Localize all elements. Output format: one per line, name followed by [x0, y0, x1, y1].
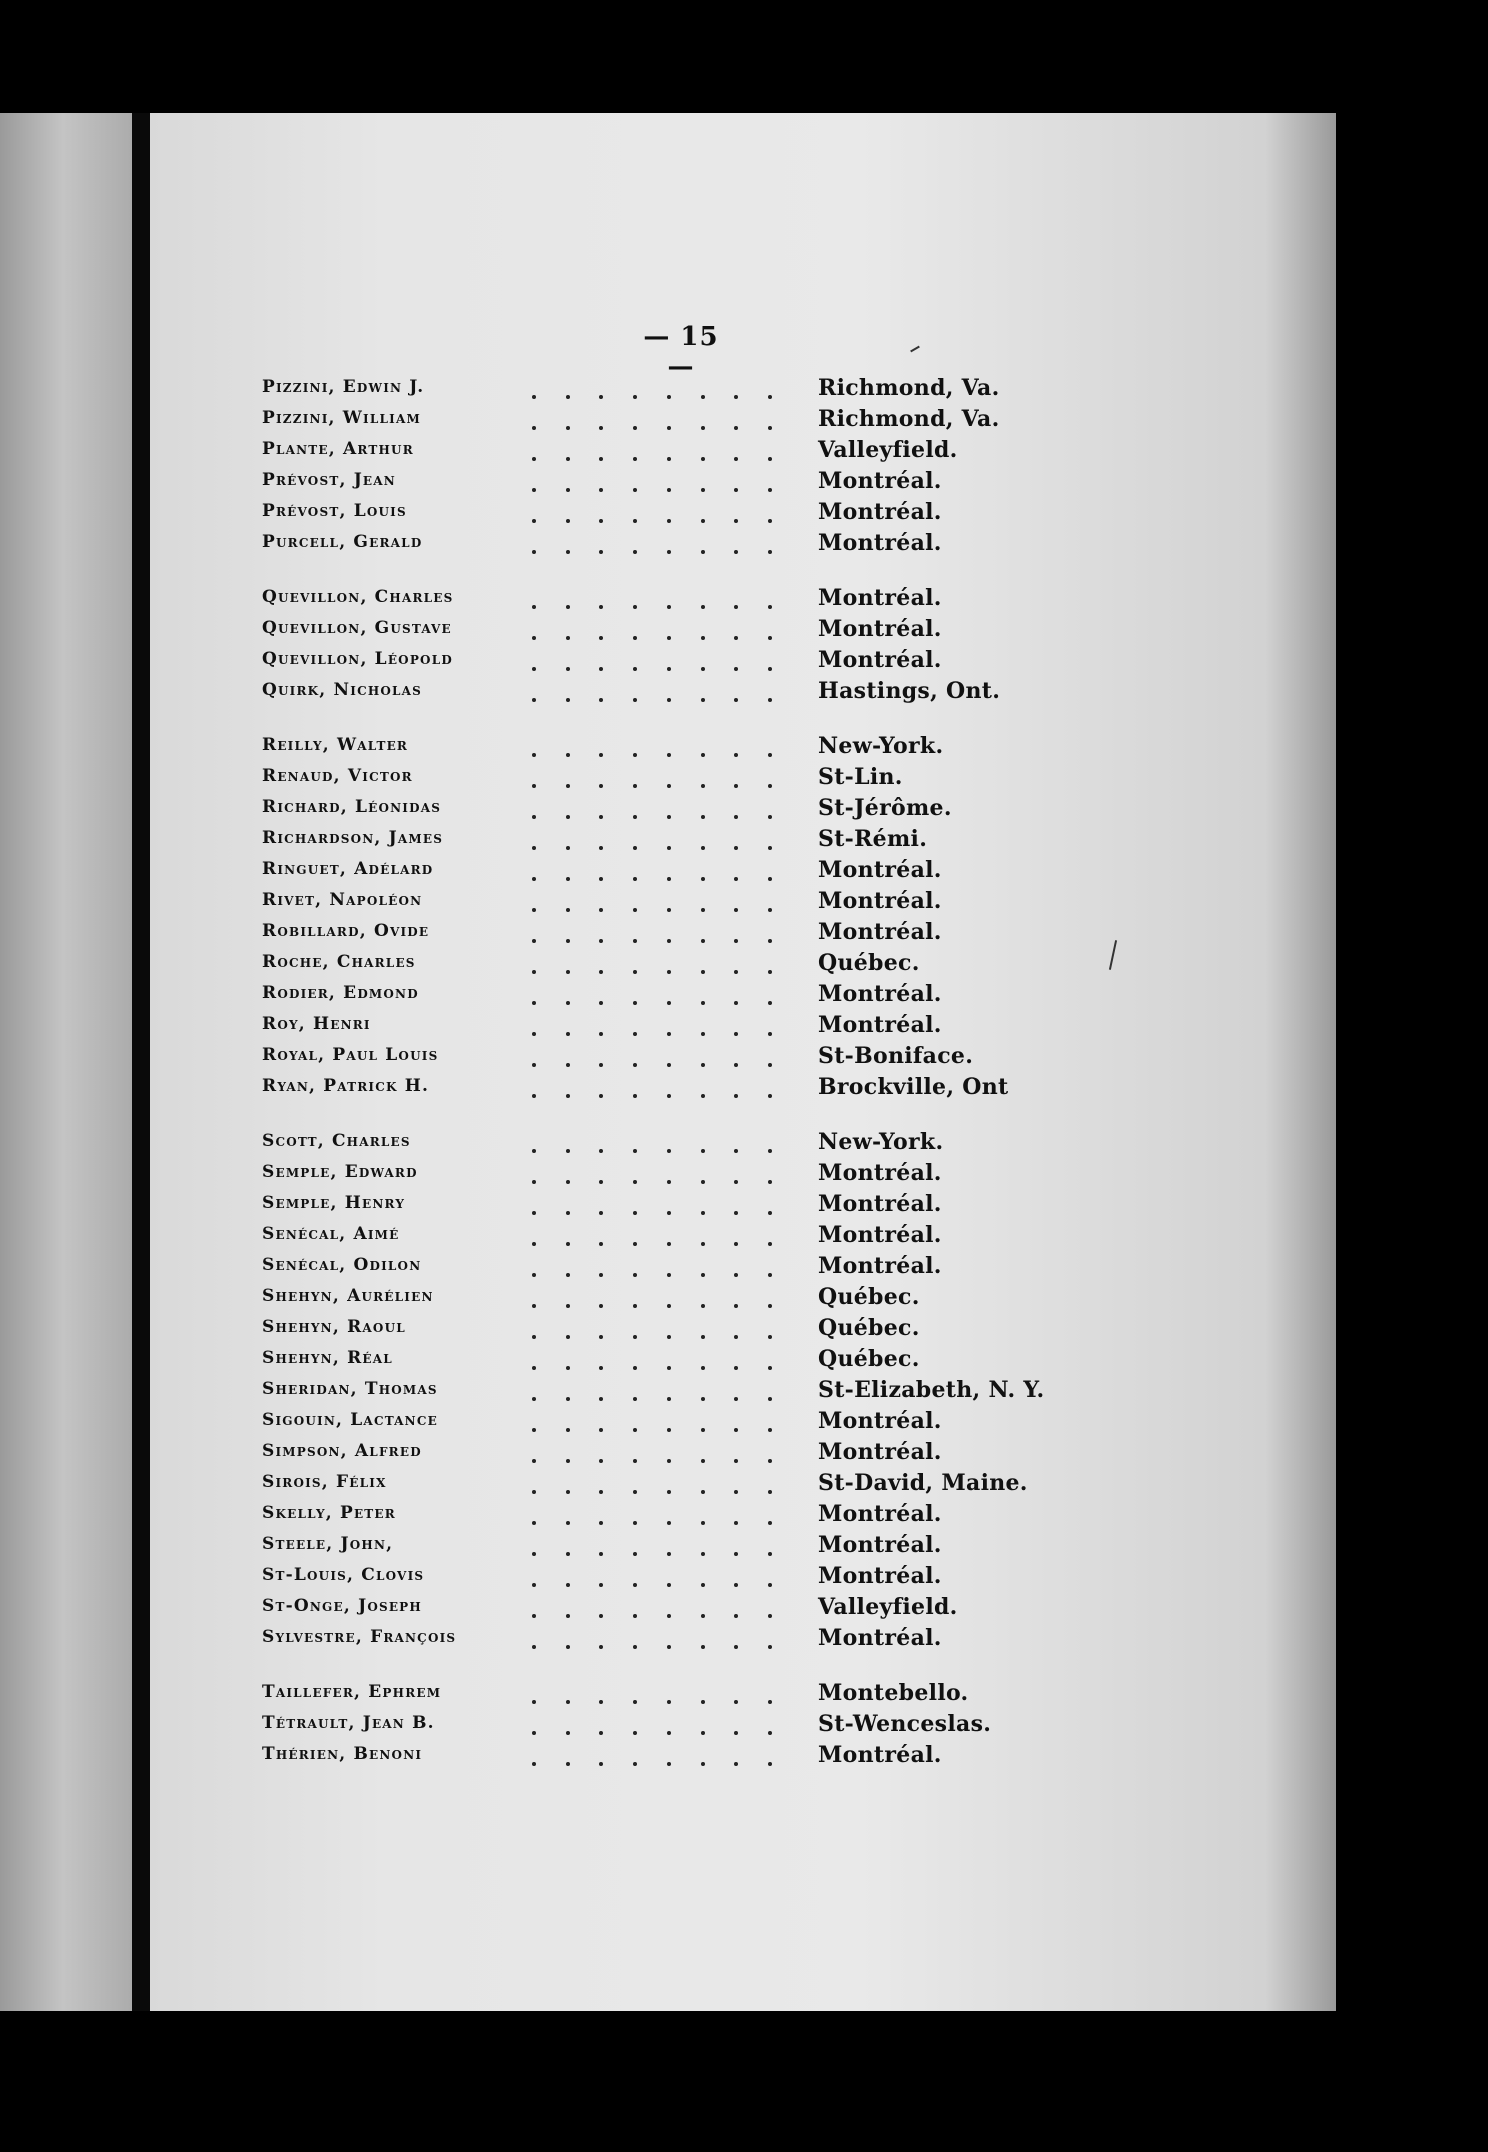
dot-leader — [502, 1193, 802, 1219]
place-name: Montréal. — [818, 1191, 942, 1217]
dot-leader — [502, 1627, 802, 1653]
place-name: Québec. — [818, 1284, 920, 1310]
person-name: Steele, John, — [262, 1534, 394, 1554]
dot-leader — [502, 439, 802, 465]
list-item — [262, 952, 1062, 983]
person-name: Scott, Charles — [262, 1131, 411, 1151]
dot-leader — [502, 1255, 802, 1281]
person-name: Rivet, Napoléon — [262, 890, 423, 910]
person-name: Reilly, Walter — [262, 735, 409, 755]
dot-leader — [502, 1162, 802, 1188]
place-name: Montréal. — [818, 919, 942, 945]
place-name: St-Elizabeth, N. Y. — [818, 1377, 1045, 1403]
list-item — [262, 828, 1062, 859]
place-name: Montréal. — [818, 1160, 942, 1186]
list-item — [262, 408, 1062, 439]
place-name: Montréal. — [818, 1012, 942, 1038]
person-name: Quirk, Nicholas — [262, 680, 423, 700]
place-name: Montréal. — [818, 1563, 942, 1589]
dot-leader — [502, 408, 802, 434]
list-item — [262, 735, 1062, 766]
person-name: Pizzini, Edwin J. — [262, 377, 425, 397]
person-name: Renaud, Victor — [262, 766, 413, 786]
place-name: Montréal. — [818, 1532, 942, 1558]
letter-group — [262, 377, 1062, 563]
dot-leader — [502, 618, 802, 644]
person-name: Richard, Léonidas — [262, 797, 442, 817]
list-item — [262, 618, 1062, 649]
place-name: Montebello. — [818, 1680, 969, 1706]
person-name: Sirois, Félix — [262, 1472, 387, 1492]
person-name: Taillefer, Ephrem — [262, 1682, 442, 1702]
dot-leader — [502, 797, 802, 823]
place-name: Québec. — [818, 1346, 920, 1372]
place-name: Brockville, Ont — [818, 1074, 1009, 1100]
dot-leader — [502, 890, 802, 916]
dot-leader — [502, 1045, 802, 1071]
person-name: Semple, Edward — [262, 1162, 418, 1182]
place-name: Montréal. — [818, 585, 942, 611]
place-name: St-Lin. — [818, 764, 903, 790]
letter-group — [262, 1682, 1062, 1775]
place-name: Montréal. — [818, 499, 942, 525]
person-name: Senécal, Aimé — [262, 1224, 400, 1244]
dot-leader — [502, 1224, 802, 1250]
person-name: Sylvestre, François — [262, 1627, 457, 1647]
person-name: Roche, Charles — [262, 952, 416, 972]
place-name: Montréal. — [818, 647, 942, 673]
place-name: Richmond, Va. — [818, 375, 1000, 401]
person-name: Sheridan, Thomas — [262, 1379, 438, 1399]
list-item — [262, 1076, 1062, 1107]
dot-leader — [502, 983, 802, 1009]
dot-leader — [502, 1503, 802, 1529]
person-name: Prévost, Louis — [262, 501, 407, 521]
list-item — [262, 1713, 1062, 1744]
dot-leader — [502, 1014, 802, 1040]
list-item — [262, 1162, 1062, 1193]
dot-leader — [502, 1131, 802, 1157]
place-name: Montréal. — [818, 1253, 942, 1279]
dot-leader — [502, 766, 802, 792]
place-name: Hastings, Ont. — [818, 678, 1001, 704]
list-item — [262, 983, 1062, 1014]
dot-leader — [502, 1379, 802, 1405]
dot-leader — [502, 1076, 802, 1102]
name-list — [262, 377, 1062, 1775]
place-name: Québec. — [818, 950, 920, 976]
dot-leader — [502, 377, 802, 403]
person-name: Ringuet, Adélard — [262, 859, 434, 879]
person-name: Quevillon, Léopold — [262, 649, 453, 669]
person-name: Ryan, Patrick H. — [262, 1076, 430, 1096]
list-item — [262, 1193, 1062, 1224]
place-name: Montréal. — [818, 981, 942, 1007]
list-item — [262, 1286, 1062, 1317]
place-name: Montréal. — [818, 530, 942, 556]
dot-leader — [502, 1744, 802, 1770]
person-name: Royal, Paul Louis — [262, 1045, 439, 1065]
list-item — [262, 680, 1062, 711]
list-item — [262, 1596, 1062, 1627]
list-item — [262, 532, 1062, 563]
dot-leader — [502, 1596, 802, 1622]
dot-leader — [502, 1713, 802, 1739]
letter-group — [262, 587, 1062, 711]
person-name: Plante, Arthur — [262, 439, 414, 459]
list-item — [262, 1472, 1062, 1503]
place-name: Richmond, Va. — [818, 406, 1000, 432]
dot-leader — [502, 735, 802, 761]
place-name: St-Wenceslas. — [818, 1711, 992, 1737]
list-item — [262, 1348, 1062, 1379]
person-name: Shehyn, Aurélien — [262, 1286, 434, 1306]
page-number: — 15 — — [643, 322, 719, 382]
person-name: Rodier, Edmond — [262, 983, 419, 1003]
place-name: St-Rémi. — [818, 826, 928, 852]
binding-gutter — [132, 113, 152, 2011]
list-item — [262, 1744, 1062, 1775]
dot-leader — [502, 680, 802, 706]
list-item — [262, 377, 1062, 408]
list-item — [262, 1441, 1062, 1472]
dot-leader — [502, 1534, 802, 1560]
person-name: Prévost, Jean — [262, 470, 396, 490]
person-name: St-Louis, Clovis — [262, 1565, 425, 1585]
place-name: Montréal. — [818, 1501, 942, 1527]
dot-leader — [502, 587, 802, 613]
person-name: Semple, Henry — [262, 1193, 406, 1213]
group-spacer — [262, 1658, 1062, 1682]
facing-page-edge — [0, 113, 140, 2011]
person-name: Sigouin, Lactance — [262, 1410, 438, 1430]
place-name: Montréal. — [818, 1408, 942, 1434]
person-name: Richardson, James — [262, 828, 444, 848]
place-name: New-York. — [818, 1129, 944, 1155]
dot-leader — [502, 1682, 802, 1708]
person-name: Thérien, Benoni — [262, 1744, 423, 1764]
list-item — [262, 859, 1062, 890]
dot-leader — [502, 1441, 802, 1467]
list-item — [262, 649, 1062, 680]
dot-leader — [502, 952, 802, 978]
list-item — [262, 1317, 1062, 1348]
list-item — [262, 1255, 1062, 1286]
list-item — [262, 501, 1062, 532]
dot-leader — [502, 532, 802, 558]
place-name: Québec. — [818, 1315, 920, 1341]
place-name: Montréal. — [818, 1222, 942, 1248]
list-item — [262, 470, 1062, 501]
list-item — [262, 797, 1062, 828]
dot-leader — [502, 649, 802, 675]
dot-leader — [502, 859, 802, 885]
list-item — [262, 1627, 1062, 1658]
list-item — [262, 1565, 1062, 1596]
place-name: Montréal. — [818, 1439, 942, 1465]
place-name: St-Boniface. — [818, 1043, 974, 1069]
person-name: Shehyn, Raoul — [262, 1317, 406, 1337]
list-item — [262, 587, 1062, 618]
list-item — [262, 1224, 1062, 1255]
place-name: Montréal. — [818, 888, 942, 914]
place-name: Montréal. — [818, 1742, 942, 1768]
letter-group — [262, 735, 1062, 1107]
dot-leader — [502, 828, 802, 854]
person-name: St-Onge, Joseph — [262, 1596, 422, 1616]
person-name: Shehyn, Réal — [262, 1348, 393, 1368]
person-name: Senécal, Odilon — [262, 1255, 422, 1275]
list-item — [262, 439, 1062, 470]
list-item — [262, 921, 1062, 952]
person-name: Quevillon, Charles — [262, 587, 454, 607]
list-item — [262, 1503, 1062, 1534]
person-name: Tétrault, Jean B. — [262, 1713, 435, 1733]
dot-leader — [502, 921, 802, 947]
dot-leader — [502, 1317, 802, 1343]
person-name: Pizzini, William — [262, 408, 421, 428]
list-item — [262, 1534, 1062, 1565]
place-name: St-Jérôme. — [818, 795, 952, 821]
person-name: Roy, Henri — [262, 1014, 371, 1034]
person-name: Quevillon, Gustave — [262, 618, 452, 638]
list-item — [262, 766, 1062, 797]
place-name: St-David, Maine. — [818, 1470, 1028, 1496]
person-name: Simpson, Alfred — [262, 1441, 422, 1461]
dot-leader — [502, 1410, 802, 1436]
group-spacer — [262, 563, 1062, 587]
place-name: Valleyfield. — [818, 1594, 958, 1620]
place-name: New-York. — [818, 733, 944, 759]
group-spacer — [262, 711, 1062, 735]
list-item — [262, 1410, 1062, 1441]
list-item — [262, 1379, 1062, 1410]
list-item — [262, 1014, 1062, 1045]
dot-leader — [502, 501, 802, 527]
person-name: Purcell, Gerald — [262, 532, 423, 552]
list-item — [262, 1045, 1062, 1076]
letter-group — [262, 1131, 1062, 1658]
place-name: Montréal. — [818, 468, 942, 494]
dot-leader — [502, 1472, 802, 1498]
dot-leader — [502, 1286, 802, 1312]
group-spacer — [262, 1107, 1062, 1131]
list-item — [262, 1682, 1062, 1713]
dot-leader — [502, 1348, 802, 1374]
dot-leader — [502, 1565, 802, 1591]
place-name: Montréal. — [818, 1625, 942, 1651]
list-item — [262, 890, 1062, 921]
place-name: Valleyfield. — [818, 437, 958, 463]
person-name: Robillard, Ovide — [262, 921, 430, 941]
place-name: Montréal. — [818, 857, 942, 883]
dot-leader — [502, 470, 802, 496]
list-item — [262, 1131, 1062, 1162]
person-name: Skelly, Peter — [262, 1503, 396, 1523]
place-name: Montréal. — [818, 616, 942, 642]
